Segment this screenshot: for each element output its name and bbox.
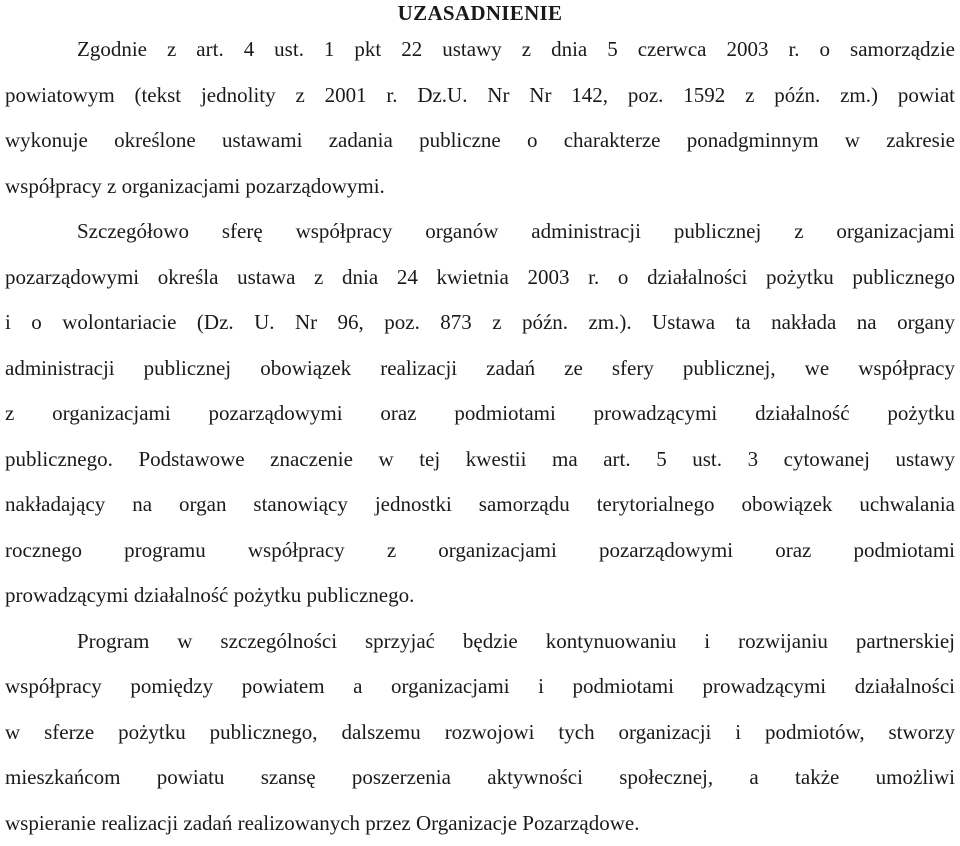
- paragraph-1: [5, 27, 955, 209]
- paragraph-line: publicznego. Podstawowe znaczenie w tej kwestii ma art. 5 ust. 3 cytowanej ustawy: [5, 437, 955, 483]
- paragraph-line: Zgodnie z art. 4 ust. 1 pkt 22 ustawy z dnia 5 czerwca 2003 r. o samorządzie: [5, 27, 955, 73]
- paragraph-line: prowadzącymi działalność pożytku publicznego.: [5, 573, 955, 619]
- paragraph-line: współpracy pomiędzy powiatem a organizacjami i podmiotami prowadzącymi działalności: [5, 664, 955, 710]
- paragraph-line: z organizacjami pozarządowymi oraz podmiotami prowadzącymi działalność pożytku: [5, 391, 955, 437]
- paragraph-line: wykonuje określone ustawami zadania publiczne o charakterze ponadgminnym w zakresie: [5, 118, 955, 164]
- paragraph-line: rocznego programu współpracy z organizacjami pozarządowymi oraz podmiotami: [5, 528, 955, 574]
- paragraph-line: administracji publicznej obowiązek realizacji zadań ze sfery publicznej, we współpracy: [5, 346, 955, 392]
- paragraph-line: wspieranie realizacji zadań realizowanych przez Organizacje Pozarządowe.: [5, 801, 955, 846]
- paragraph-line: powiatowym (tekst jednolity z 2001 r. Dz.U. Nr Nr 142, poz. 1592 z późn. zm.) powiat: [5, 73, 955, 119]
- paragraph-line: w sferze pożytku publicznego, dalszemu rozwojowi tych organizacji i podmiotów, stworzy: [5, 710, 955, 756]
- paragraph-line: pozarządowymi określa ustawa z dnia 24 kwietnia 2003 r. o działalności pożytku publicznego: [5, 255, 955, 301]
- paragraph-line: nakładający na organ stanowiący jednostki samorządu terytorialnego obowiązek uchwalania: [5, 482, 955, 528]
- document-title: UZASADNIENIE: [5, 0, 955, 27]
- paragraph-3: [5, 619, 955, 846]
- paragraph-2: [5, 209, 955, 619]
- paragraph-line: współpracy z organizacjami pozarządowymi.: [5, 164, 955, 210]
- paragraph-line: mieszkańcom powiatu szansę poszerzenia aktywności społecznej, a także umożliwi: [5, 755, 955, 801]
- paragraph-line: Szczegółowo sferę współpracy organów administracji publicznej z organizacjami: [5, 209, 955, 255]
- document-page: [5, 0, 955, 846]
- paragraph-line: Program w szczególności sprzyjać będzie kontynuowaniu i rozwijaniu partnerskiej: [5, 619, 955, 665]
- paragraph-line: i o wolontariacie (Dz. U. Nr 96, poz. 873 z późn. zm.). Ustawa ta nakłada na organy: [5, 300, 955, 346]
